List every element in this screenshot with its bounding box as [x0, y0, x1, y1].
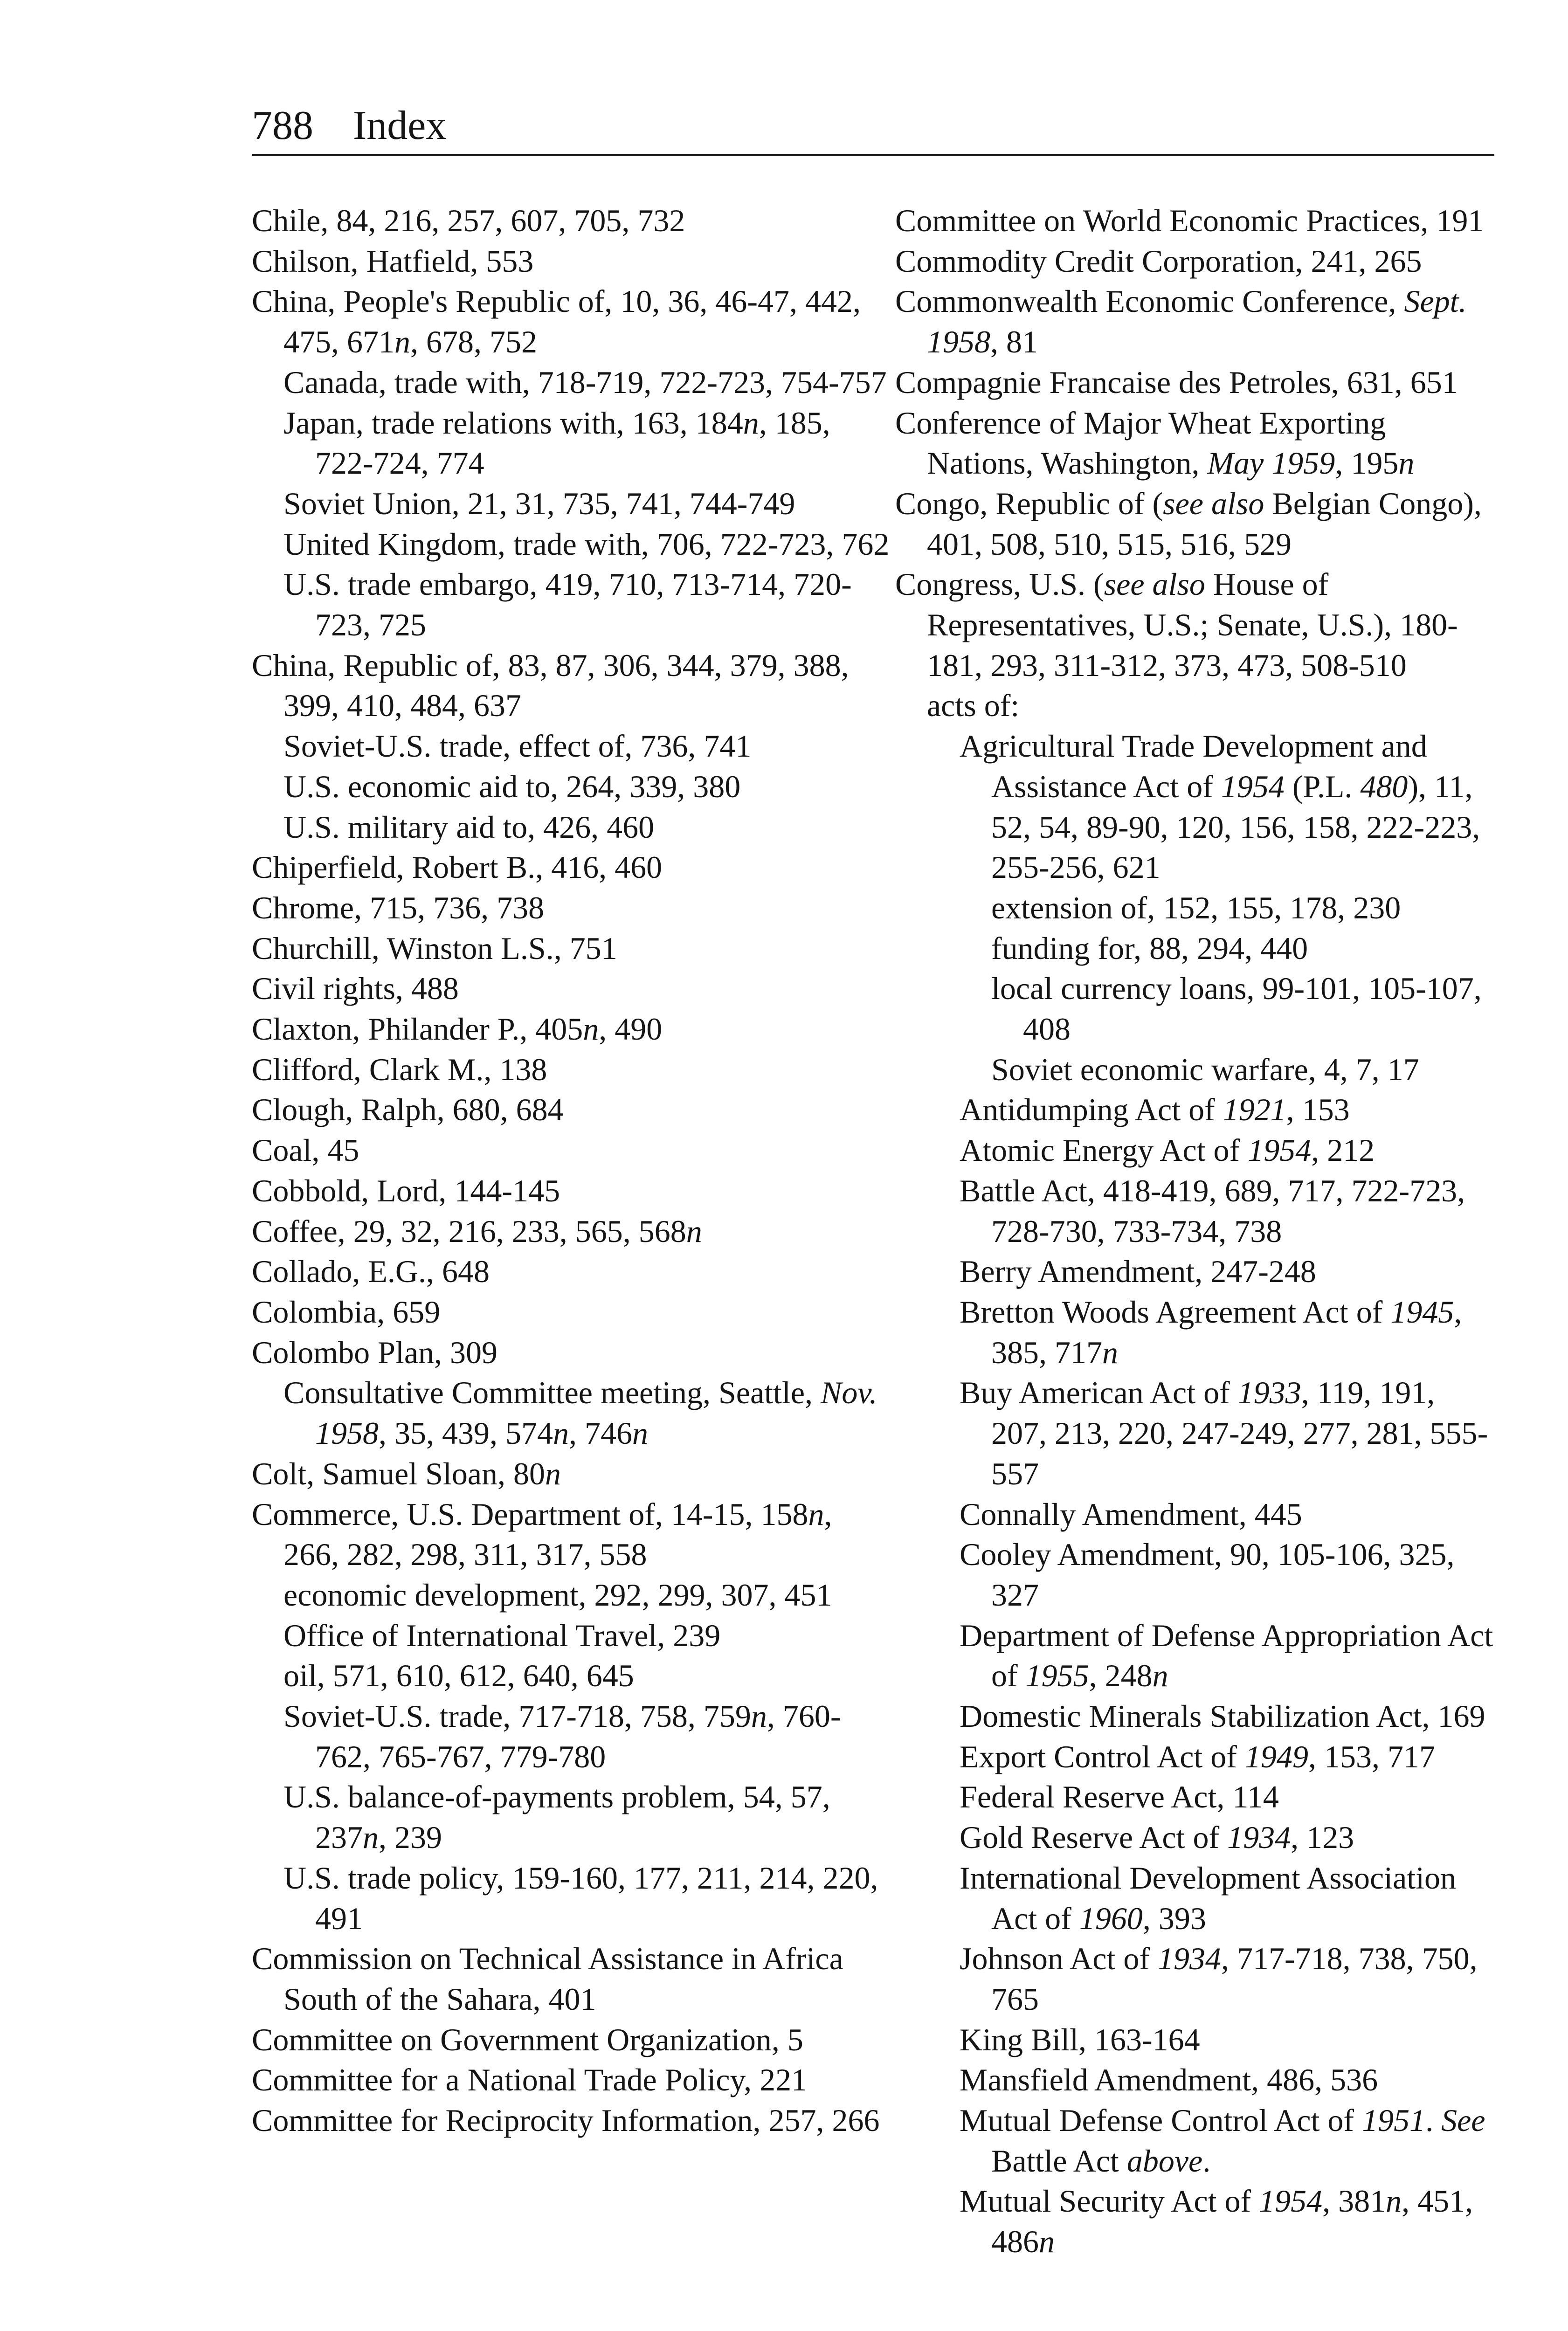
index-entry: Colombia, 659 [252, 1294, 441, 1330]
index-entry: Agricultural Trade Development and Assistance Act of 1954 (P.L. 480), 11, 52, 54, 89-90, 120, 156, 158, 222-223, 255-256, 621 [960, 728, 1480, 885]
index-entry: Colt, Samuel Sloan, 80n [252, 1455, 561, 1491]
index-entry: Chiperfield, Robert B., 416, 460 [252, 849, 663, 885]
index-entry: Buy American Act of 1933, 119, 191, 207, 213, 220, 247-249, 277, 281, 555-557 [960, 1375, 1488, 1491]
index-entry: funding for, 88, 294, 440 [991, 930, 1308, 966]
index-entry: Soviet economic warfare, 4, 7, 17 [991, 1051, 1419, 1087]
index-entry: Committee on World Economic Practices, 191 [895, 203, 1484, 238]
index-entry: local currency loans, 99-101, 105-107, 408 [991, 971, 1482, 1047]
index-entry: Commonwealth Economic Conference, Sept. 1958, 81 [895, 283, 1467, 360]
index-entry: oil, 571, 610, 612, 640, 645 [283, 1658, 634, 1694]
index-entry: Japan, trade relations with, 163, 184n, 185, 722-724, 774 [283, 405, 830, 481]
index-entry: economic development, 292, 299, 307, 451 [283, 1577, 832, 1613]
index-entry: Congo, Republic of (see also Belgian Congo), 401, 508, 510, 515, 516, 529 [895, 485, 1482, 562]
index-entry: Battle Act, 418-419, 689, 717, 722-723, 728-730, 733-734, 738 [960, 1172, 1465, 1249]
index-entry: Commerce, U.S. Department of, 14-15, 158n, 266, 282, 298, 311, 317, 558 [252, 1496, 832, 1572]
index-entry: extension of, 152, 155, 178, 230 [991, 890, 1401, 925]
index-entry: Cooley Amendment, 90, 105-106, 325, 327 [960, 1537, 1455, 1613]
index-entry: Churchill, Winston L.S., 751 [252, 930, 617, 966]
index-entry: Coffee, 29, 32, 216, 233, 565, 568n [252, 1213, 702, 1249]
index-entry: Mutual Defense Control Act of 1951. See Battle Act above. [960, 2103, 1485, 2179]
index-entry: Johnson Act of 1934, 717-718, 738, 750, 765 [960, 1941, 1478, 2017]
index-entry: Canada, trade with, 718-719, 722-723, 754-757 [283, 364, 887, 400]
index-entry: U.S. trade embargo, 419, 710, 713-714, 720-723, 725 [283, 566, 852, 643]
page-number: 788 [252, 103, 313, 148]
index-entry: Committee on Government Organization, 5 [252, 2021, 803, 2057]
index-entry: Chrome, 715, 736, 738 [252, 890, 545, 925]
index-entry: Federal Reserve Act, 114 [960, 1779, 1279, 1815]
index-column-left [252, 200, 895, 2141]
index-entry: Consultative Committee meeting, Seattle, Nov. 1958, 35, 439, 574n, 746n [283, 1375, 877, 1451]
index-entry: Soviet Union, 21, 31, 735, 741, 744-749 [283, 485, 795, 521]
index-entry: Compagnie Francaise des Petroles, 631, 651 [895, 364, 1458, 400]
index-entry: Commodity Credit Corporation, 241, 265 [895, 243, 1422, 279]
index-entry: Committee for a National Trade Policy, 221 [252, 2062, 808, 2098]
index-entry: Soviet-U.S. trade, effect of, 736, 741 [283, 728, 752, 764]
index-entry: U.S. military aid to, 426, 460 [283, 809, 655, 845]
index-entry: Cobbold, Lord, 144-145 [252, 1172, 560, 1208]
index-entry: Connally Amendment, 445 [960, 1496, 1302, 1532]
running-title: Index [353, 103, 447, 148]
index-entry: acts of: [927, 688, 1020, 724]
index-column-right [895, 200, 1497, 2262]
index-entry: Berry Amendment, 247-248 [960, 1254, 1316, 1290]
index-entry: Bretton Woods Agreement Act of 1945, 385, 717n [960, 1294, 1462, 1370]
index-entry: Conference of Major Wheat Exporting Nations, Washington, May 1959, 195n [895, 405, 1415, 481]
index-entry: International Development Association Act of 1960, 393 [960, 1860, 1457, 1936]
page-header [252, 100, 1494, 161]
header-rule [252, 154, 1494, 156]
index-entry: U.S. economic aid to, 264, 339, 380 [283, 768, 741, 804]
index-entry: Collado, E.G., 648 [252, 1254, 490, 1290]
index-entry: China, People's Republic of, 10, 36, 46-47, 442, 475, 671n, 678, 752 [252, 283, 861, 360]
index-entry: Committee for Reciprocity Information, 257, 266 [252, 2103, 880, 2138]
index-entry: Claxton, Philander P., 405n, 490 [252, 1011, 663, 1047]
index-entry: Department of Defense Appropriation Act of 1955, 248n [960, 1617, 1493, 1694]
index-entry: Export Control Act of 1949, 153, 717 [960, 1738, 1435, 1774]
index-entry: United Kingdom, trade with, 706, 722-723, 762 [283, 526, 890, 562]
index-entry: Congress, U.S. (see also House of Representatives, U.S.; Senate, U.S.), 180-181, 293, 311-312, 373, 473, 508-510 [895, 566, 1458, 683]
index-entry: Civil rights, 488 [252, 971, 459, 1007]
index-entry: Office of International Travel, 239 [283, 1617, 721, 1653]
index-entry: Soviet-U.S. trade, 717-718, 758, 759n, 760-762, 765-767, 779-780 [283, 1698, 841, 1774]
index-entry: King Bill, 163-164 [960, 2021, 1200, 2057]
index-entry: U.S. balance-of-payments problem, 54, 57, 237n, 239 [283, 1779, 830, 1855]
index-entry: Clifford, Clark M., 138 [252, 1051, 547, 1087]
index-entry: China, Republic of, 83, 87, 306, 344, 379, 388, 399, 410, 484, 637 [252, 647, 849, 724]
index-entry: Mutual Security Act of 1954, 381n, 451, 486n [960, 2183, 1473, 2260]
index-entry: Chilson, Hatfield, 553 [252, 243, 534, 279]
index-entry: Atomic Energy Act of 1954, 212 [960, 1132, 1375, 1168]
index-entry: Mansfield Amendment, 486, 536 [960, 2062, 1378, 2098]
index-entry: Colombo Plan, 309 [252, 1334, 498, 1370]
index-entry: Coal, 45 [252, 1132, 359, 1168]
index-entry: Chile, 84, 216, 257, 607, 705, 732 [252, 203, 685, 238]
index-entry: Clough, Ralph, 680, 684 [252, 1092, 564, 1128]
index-entry: U.S. trade policy, 159-160, 177, 211, 214, 220, 491 [283, 1860, 878, 1936]
index-entry: Commission on Technical Assistance in Africa South of the Sahara, 401 [252, 1941, 843, 2017]
index-entry: Antidumping Act of 1921, 153 [960, 1092, 1350, 1128]
index-entry: Gold Reserve Act of 1934, 123 [960, 1820, 1354, 1855]
index-entry: Domestic Minerals Stabilization Act, 169 [960, 1698, 1485, 1734]
